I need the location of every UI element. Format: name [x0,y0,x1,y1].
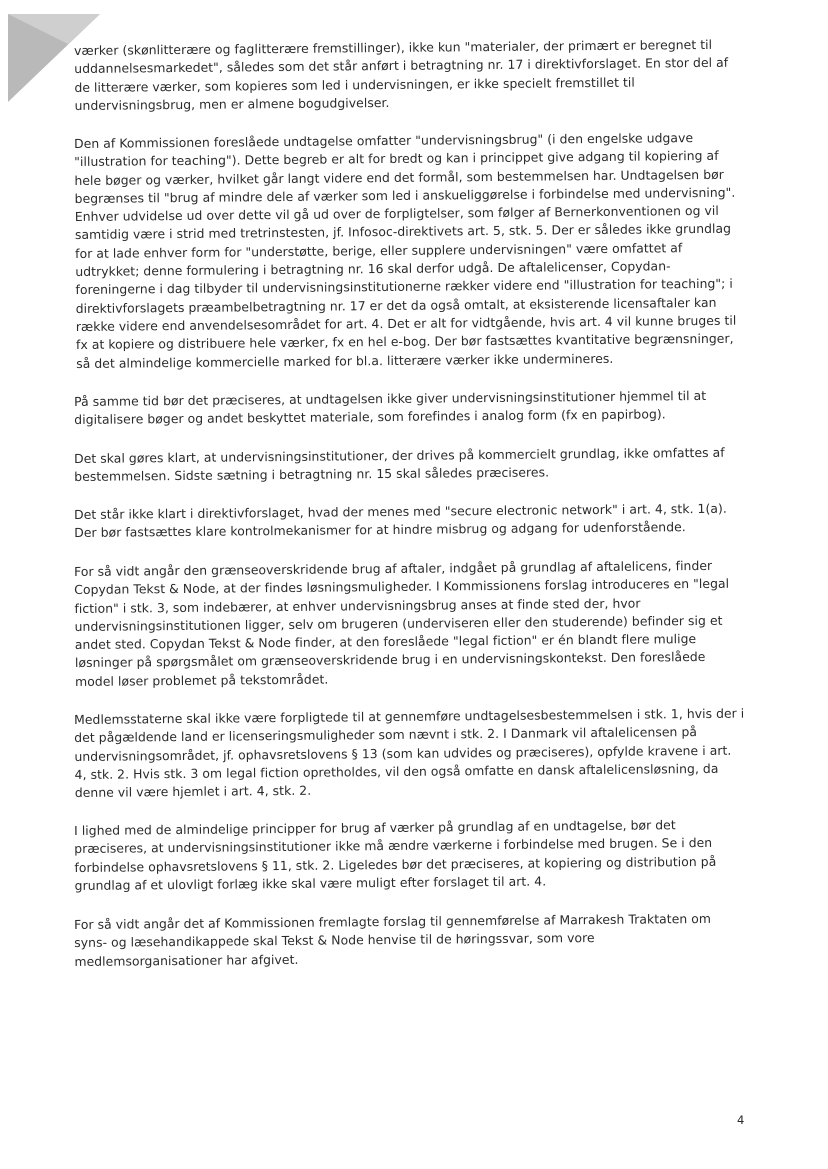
paragraph-6: For så vidt angår den grænseoverskridende brug af aftaler, indgået på grundlag af aftalelicens, finder Copydan Tekst & Node, at der findes løsningsmuligheder. I Kommissionens forslag introduceres en "legal fiction" i stk. 3, som indebærer, at enhver undervisningsbrug anses at finde sted der, hvor undervisningsinstitutionen ligger, selv om brugeren (underviseren eller den studerende) befinder sig et andet sted. Copydan Tekst & Node finder, at den foreslåede "legal fiction" er én blandt flere mulige løsninger på spørgsmålet om grænseoverskridende brug i en undervisningskontekst. Den foreslåede model løser problemet på tekstområdet. [74,557,730,689]
paragraph-8: I lighed med de almindelige principper for brug af værker på grundlag af en undtagelse, bør det præciseres, at undervisningsinstitutioner ikke må ændre værkerne i forbindelse med brugen. Se i den forbindelse ophavsretslovens § 11, stk. 2. Ligeledes bør det præciseres, at kopiering og distribution på grundlag af et ulovligt forlæg ikke skal være muligt efter forslaget til art. 4. [74,817,717,894]
paragraph-3: På samme tid bør det præciseres, at undtagelsen ikke giver undervisningsinstitutioner hjemmel til at digitalisere bøger og andet beskyttet materiale, som forefindes i analog form (fx en papirbog). [74,387,707,428]
paragraph-4: Det skal gøres klart, at undervisningsinstitutioner, der drives på kommercielt grundlag, ikke omfattes af bestemmelsen. Sidste sætning i betragtning nr. 15 skal således præciseres. [74,444,725,484]
paragraph-7: Medlemsstaterne skal ikke være forpligtede til at gennemføre undtagelsesbestemmelsen i stk. 1, hvis der i det pågældende land er licenseringsmuligheder som nævnt i stk. 2. I Danmark vil aftalelicensen på undervisningsområdet, jf. ophavsretslovens § 13 (som kan udvides og præciseres), opfylde kravene i art. 4, stk. 2. Hvis stk. 3 om legal fiction opretholdes, vil den også omfatte en dansk aftalelicensløsning, da denne vil være hjemlet i art. 4, stk. 2. [74,705,745,801]
paragraph-2: Den af Kommissionen foreslåede undtagelse omfatter "undervisningsbrug" (i den engelske udgave "illustration for teaching"). Dette begreb er alt for bredt og kan i princippet give adgang til kopiering af hele bøger og værker, hvilket går langt videre end det formål, som bestemmelsen har. Undtagelsen bør begrænses til "brug af mindre dele af værker som led i anskueliggørelse i forbindelse med undervisning". Enhver udvidelse ud over dette vil gå ud over de forpligtelser, som følger af Bernerkonventionen og vil samtidig være i strid med tretrinstesten, jf. Infosoc-direktivets art. 5, stk. 5. Der er således ikke grundlag for at lade enhver form for "understøtte, berige, eller supplere undervisningen" være omfattet af udtrykket; denne formulering i betragtning nr. 16 skal derfor udgå. De aftalelicenser, Copydan-foreningerne i dag tilbyder til undervisningsinstitutionerne rækker videre end "illustration for teaching"; i direktivforslagets præambelbetragtning nr. 17 er det da også omtalt, at eksisterende licensaftaler kan række videre end anvendelsesområdet for art. 4. Det er alt for vidtgående, hvis art. 4 vil kunne bruges til fx at kopiere og distribuere hele værker, fx en hel e-bog. Der bør fastsættes kvantitative begrænsninger, så det almindelige kommercielle marked for bl.a. litterære værker ikke undermineres. [74,130,737,371]
paragraph-5: Det står ikke klart i direktivforslaget, hvad der menes med "secure electronic network" i art. 4, stk. 1(a). Der bør fastsættes klare kontrolmekanismer for at hindre misbrug og adgang for udenforstående. [74,500,727,541]
paragraph-1: værker (skønlitterære og faglitterære fremstillinger), ikke kun "materialer, der primært er beregnet til uddannelsesmarkedet", således som det står anført i betragtning nr. 17 i direktivforslaget. En stor del af de litterære værker, som kopieres som led i undervisningen, er ikke specielt fremstillet til undervisningsbrug, men er almene bogudgivelser. [74,36,729,113]
page-number: 4 [737,1113,745,1127]
paragraph-9: For så vidt angår det af Kommissionen fremlagte forslag til gennemførelse af Marrakesh Traktaten om syns- og læsehandikappede skal Tekst & Node henvise til de høringssvar, som vore medlemsorganisationer har afgivet. [74,910,712,969]
document-body [74,36,746,990]
